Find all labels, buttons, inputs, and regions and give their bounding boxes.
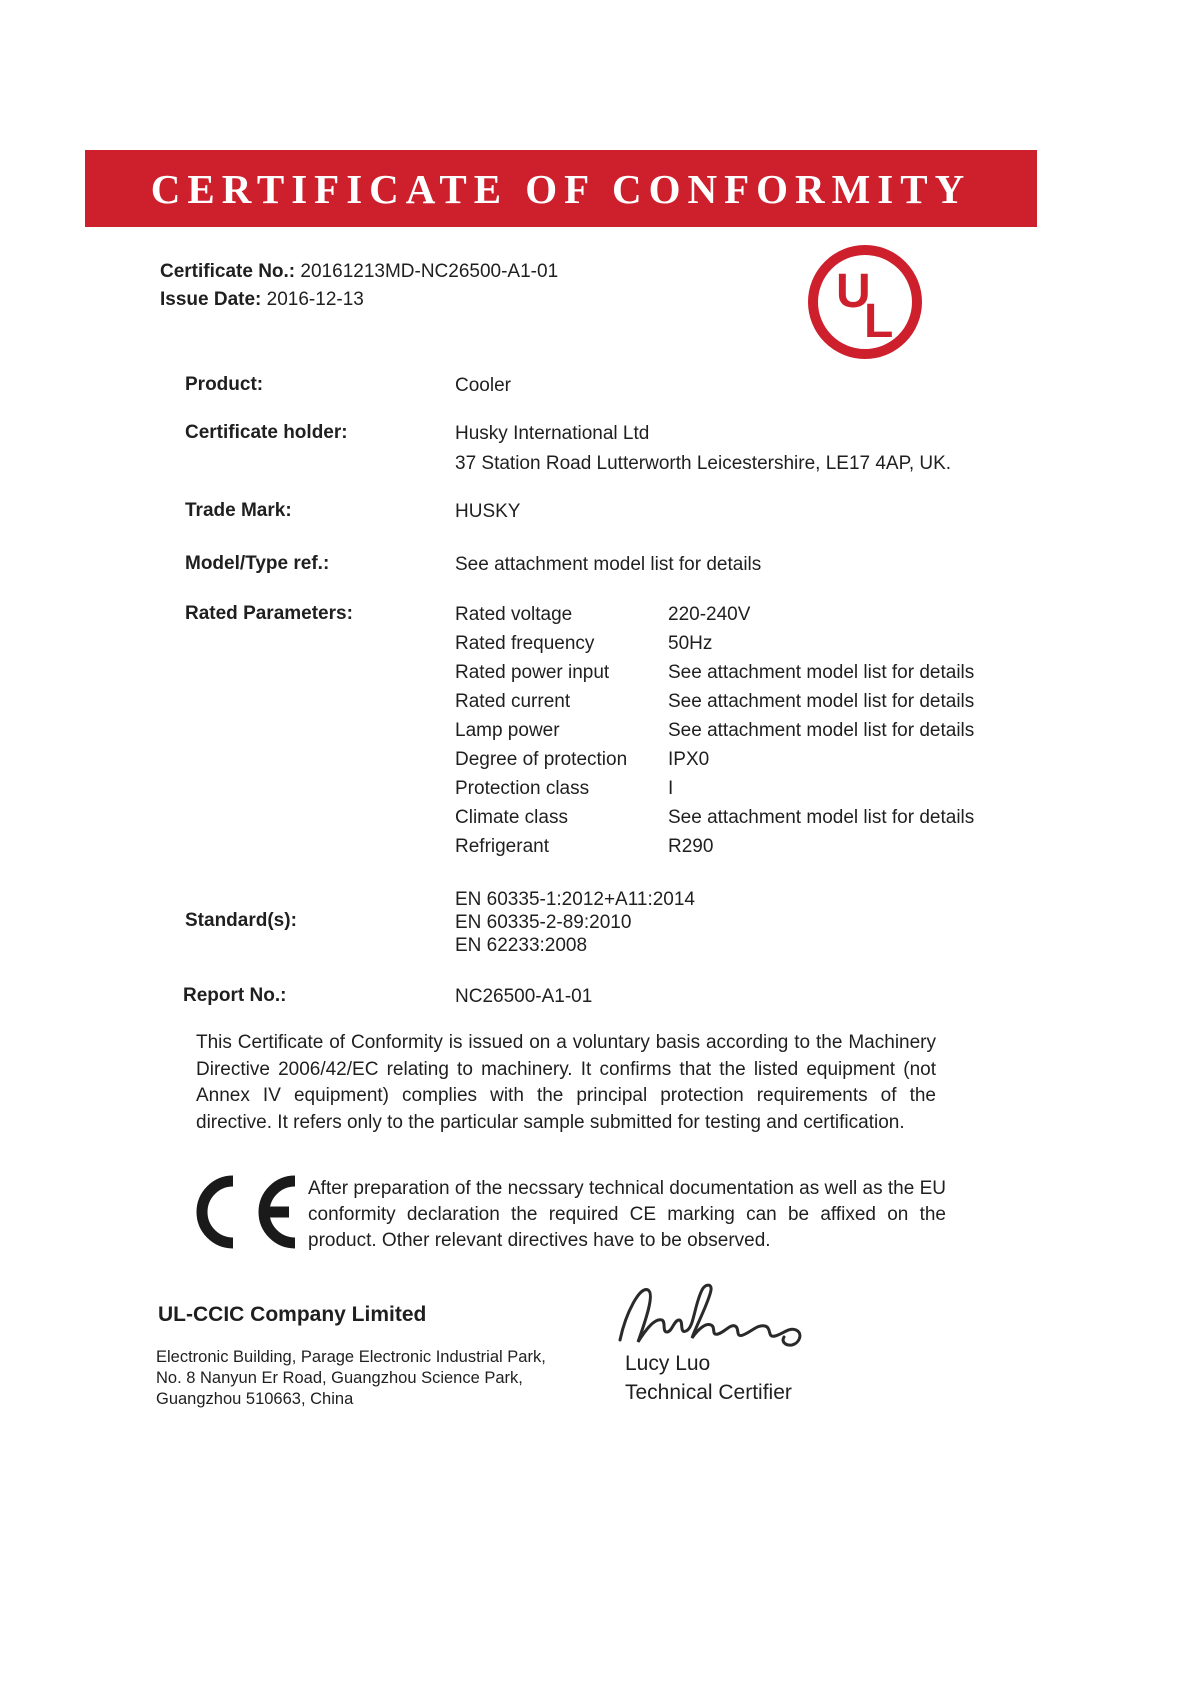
param-value: See attachment model list for details	[668, 720, 975, 741]
company-address	[156, 1347, 546, 1410]
model-label: Model/Type ref.:	[185, 553, 330, 574]
param-name: Lamp power	[455, 720, 560, 741]
report-no-label: Report No.:	[183, 985, 287, 1006]
signer-title: Technical Certifier	[625, 1381, 792, 1404]
company-name: UL-CCIC Company Limited	[158, 1303, 427, 1326]
ul-logo-icon	[806, 243, 924, 361]
param-name: Degree of protection	[455, 749, 628, 770]
param-value: 220-240V	[668, 604, 751, 625]
certificate-number-value: 20161213MD-NC26500-A1-01	[300, 261, 559, 282]
param-value: IPX0	[668, 749, 710, 770]
ul-letter-l: L	[864, 295, 894, 348]
param-value: See attachment model list for details	[668, 807, 975, 828]
issue-date-label: Issue Date:	[160, 289, 262, 310]
trademark-label: Trade Mark:	[185, 500, 292, 521]
param-value: See attachment model list for details	[668, 662, 975, 683]
standards-label: Standard(s):	[185, 910, 297, 931]
certificate-number-line	[160, 261, 558, 283]
page-title: CERTIFICATE OF CONFORMITY	[150, 165, 972, 212]
param-name: Rated frequency	[455, 633, 595, 654]
issue-date-value: 2016-12-13	[266, 289, 364, 310]
product-value: Cooler	[455, 375, 511, 396]
issue-date-line	[160, 289, 364, 311]
holder-address: 37 Station Road Lutterworth Leicestershire, LE17 4AP, UK.	[455, 453, 952, 474]
address-line: Electronic Building, Parage Electronic Industrial Park,	[156, 1348, 546, 1366]
holder-label: Certificate holder:	[185, 422, 348, 443]
param-name: Rated current	[455, 691, 571, 712]
conformity-statement: This Certificate of Conformity is issued on a voluntary basis according to the Machinery Directive 2006/42/EC relating to machinery. It confirms that the listed equipment (not Annex IV equipment) complies with the principal protection requirements of the directive. It refers only to the particular sample submitted for testing and certification.	[196, 1032, 936, 1133]
param-value: See attachment model list for details	[668, 691, 975, 712]
ce-mark-icon	[183, 1172, 301, 1252]
ul-letter-u: U	[836, 265, 871, 318]
title-banner	[85, 150, 1037, 227]
standard-item: EN 60335-2-89:2010	[455, 912, 632, 933]
rated-params-label: Rated Parameters:	[185, 603, 353, 624]
product-label: Product:	[185, 374, 264, 395]
address-line: Guangzhou 510663, China	[156, 1390, 354, 1408]
param-name: Rated power input	[455, 662, 610, 683]
param-value: I	[668, 778, 674, 799]
report-no-value: NC26500-A1-01	[455, 986, 593, 1007]
signature-image	[612, 1278, 812, 1358]
certificate-number-label: Certificate No.:	[160, 261, 296, 282]
standard-item: EN 62233:2008	[455, 935, 588, 956]
param-name: Protection class	[455, 778, 590, 799]
standards-list	[455, 888, 695, 957]
holder-name: Husky International Ltd	[455, 423, 650, 444]
param-value: 50Hz	[668, 633, 713, 654]
param-name: Climate class	[455, 807, 568, 828]
param-name: Rated voltage	[455, 604, 573, 625]
param-value: R290	[668, 836, 714, 857]
signer-name: Lucy Luo	[625, 1352, 711, 1375]
trademark-value: HUSKY	[455, 501, 521, 522]
model-value: See attachment model list for details	[455, 554, 762, 575]
ce-statement: After preparation of the necssary technical documentation as well as the EU conformity declaration the required CE marking can be affixed on the product. Other relevant directives have to be observed.	[308, 1178, 946, 1251]
param-name: Refrigerant	[455, 836, 549, 857]
standard-item: EN 60335-1:2012+A11:2014	[455, 889, 695, 910]
address-line: No. 8 Nanyun Er Road, Guangzhou Science Park,	[156, 1369, 523, 1387]
